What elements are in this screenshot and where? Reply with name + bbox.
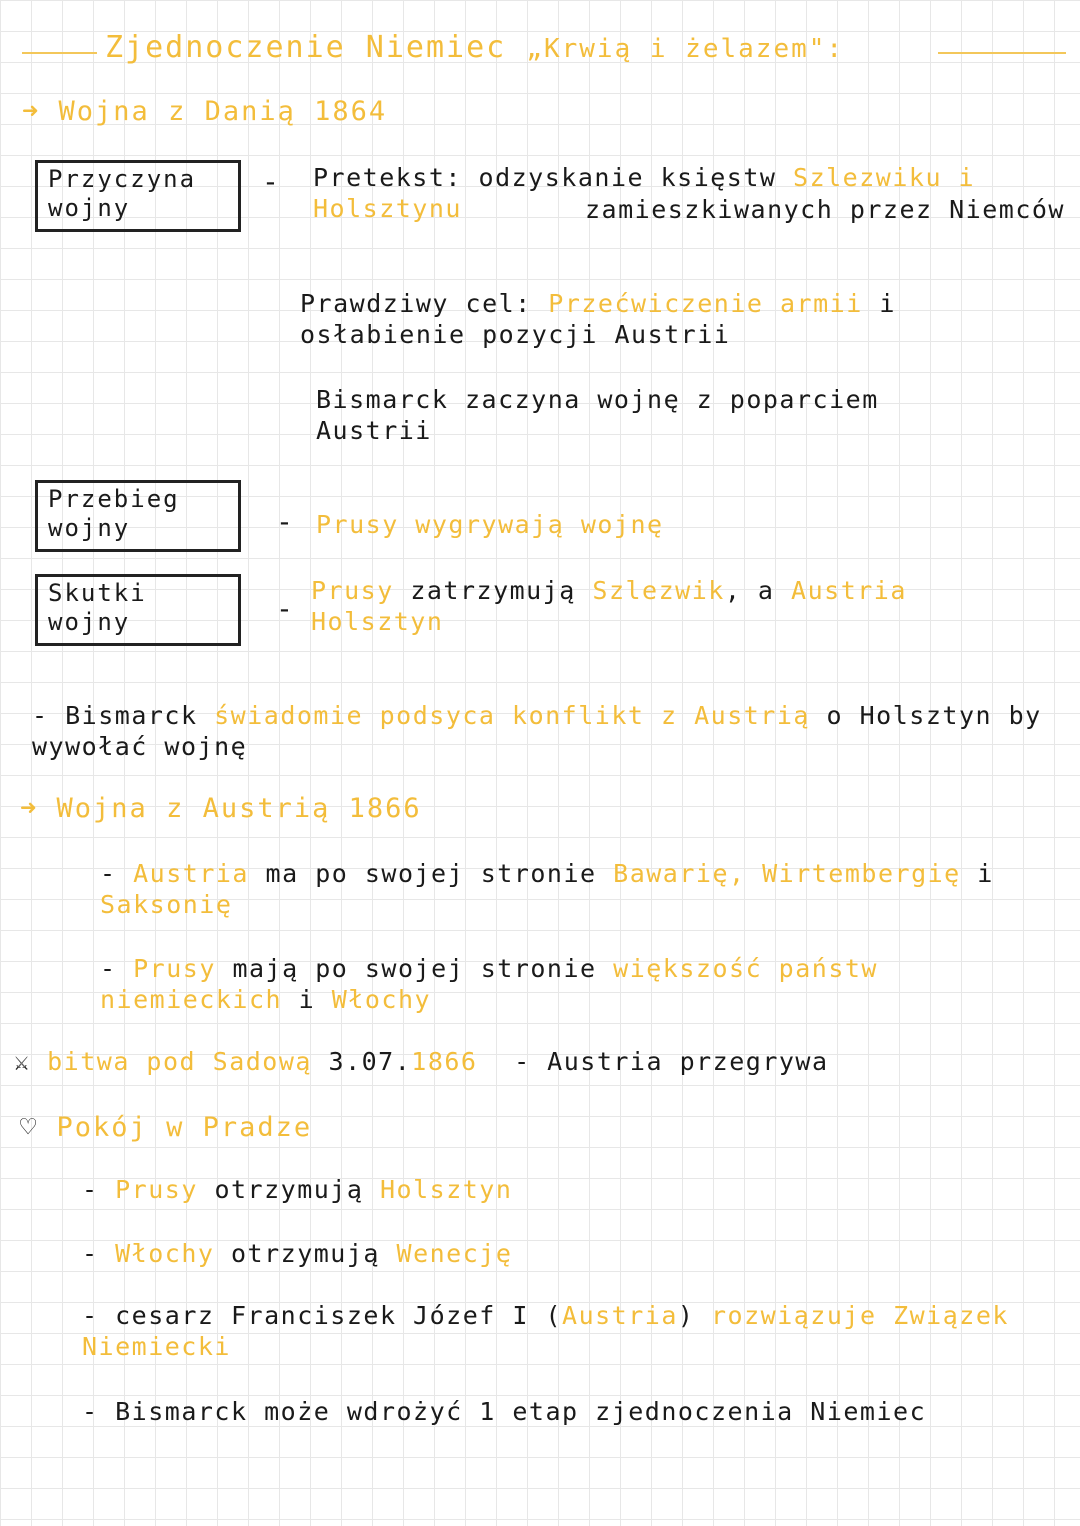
war1-heading: ➜ Wojna z Danią 1864 [22, 96, 388, 127]
dash: - [262, 165, 279, 198]
bismarck-note: - Bismarck świadomie podsyca konflikt z Austrią o Holsztyn by wywołać wojnę [32, 701, 1042, 761]
support-text: Bismarck zaczyna wojnę z poparciem Austrii [316, 385, 879, 445]
arrow-right-icon: ➜ [22, 96, 41, 127]
war2-bullet-2: - Prusy mają po swojej stronie większość państw niemieckich i Włochy [100, 954, 878, 1014]
page-title: Zjednoczenie Niemiec „Krwią i żelazem": [105, 30, 845, 65]
peace-heading: ♡ Pokój w Pradze [20, 1112, 313, 1143]
crossed-swords-icon: ⚔ [14, 1047, 31, 1076]
dash: - [276, 505, 293, 538]
box-effects: Skutki wojny [35, 574, 241, 646]
peace-item-1: - Prusy otrzymują Holsztyn [82, 1175, 513, 1204]
peace-item-3: - cesarz Franciszek Józef I (Austria) rozwiązuje Związek Niemiecki [82, 1301, 1009, 1361]
heart-icon: ♡ [20, 1112, 39, 1143]
goal-text: Prawdziwy cel: Przećwiczenie armii i osłabienie pozycji Austrii [300, 289, 896, 349]
peace-item-2: - Włochy otrzymują Wenecję [82, 1239, 513, 1268]
arrow-right-icon: ➜ [20, 793, 39, 824]
pretext-continuation: zamieszkiwanych przez Niemców [585, 195, 1065, 224]
war2-heading: ➜ Wojna z Austrią 1866 [20, 793, 422, 824]
title-rule-right [938, 52, 1066, 54]
box-course: Przebieg wojny [35, 480, 241, 552]
battle-line: ⚔ bitwa pod Sadową 3.07.1866 - Austria przegrywa [14, 1047, 829, 1076]
course-text: Prusy wygrywają wojnę [316, 510, 664, 539]
pretext-text: Pretekst: odzyskanie księstw Szlezwiku i Holsztynu [313, 163, 976, 223]
dash: - [276, 592, 293, 625]
effects-text: Prusy zatrzymują Szlezwik, a Austria Holsztyn [311, 576, 907, 636]
war2-bullet-1: - Austria ma po swojej stronie Bawarię, Wirtembergię i Saksonię [100, 859, 994, 919]
box-cause: Przyczyna wojny [35, 160, 241, 232]
peace-item-4: - Bismarck może wdrożyć 1 etap zjednoczenia Niemiec [82, 1397, 927, 1426]
title-rule-left [22, 52, 97, 54]
